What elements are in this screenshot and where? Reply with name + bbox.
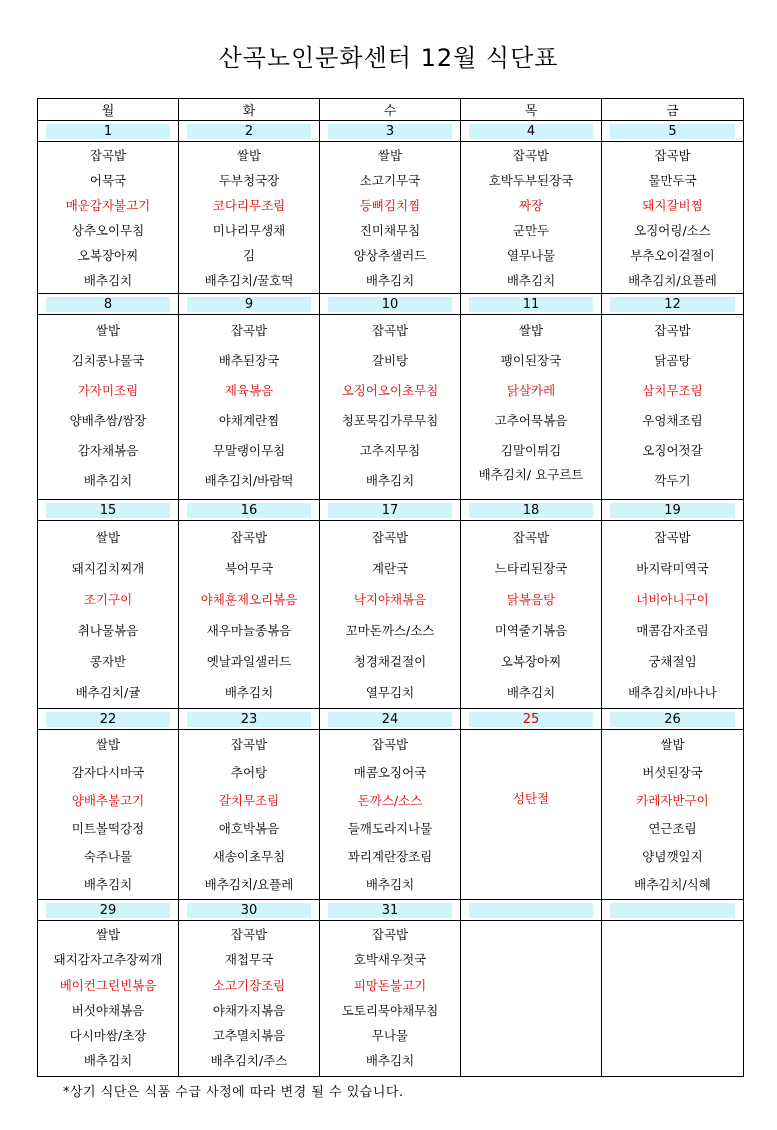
date-label: 5 [610,124,735,139]
menu-item: 배추김치/바람떡 [204,473,294,488]
date-cell [320,500,461,521]
menu-item: 미나리무생채 [212,223,286,238]
day-menu-cell [461,521,602,709]
day-menu-cell [320,142,461,294]
menu-item: 잡곡밥 [371,530,409,545]
menu-item: 배추된장국 [218,353,280,368]
menu-item: 배추김치 [506,685,556,700]
date-cell [38,294,179,315]
menu-item: 쌀밥 [377,148,403,163]
date-cell [461,709,602,730]
main-dish: 돼지갈비찜 [642,198,703,213]
menu-item: 잡곡밥 [230,927,268,942]
date-label: 22 [46,712,170,727]
menu-item: 배추김치/주스 [210,1053,288,1069]
menu-item: 배추김치/꿀호떡 [204,273,294,288]
menu-item: 잡곡밥 [371,323,409,338]
menu-item: 호박새우젓국 [353,952,427,968]
menu-item: 도토리묵야채무침 [341,1002,439,1018]
menu-item: 콩자반 [89,654,127,669]
menu-item: 잡곡밥 [512,148,550,163]
menu-item: 진미채무침 [359,223,421,238]
date-cell [602,294,744,315]
date-label: 31 [328,903,452,918]
menu-item: 상추오이무침 [71,223,145,238]
date-cell [602,500,744,521]
menu-item: 잡곡밥 [512,530,550,545]
date-label: 16 [187,503,311,518]
menu-item: 쌀밥 [95,927,121,942]
menu-row [38,142,744,294]
day-menu-cell [461,142,602,294]
menu-item: 소고기무국 [359,173,421,188]
menu-item: 배추김치/ 요구르트 [478,467,584,482]
main-dish: 등뼈김치찜 [359,198,421,213]
menu-item: 들깨도라지나물 [347,821,433,836]
day-menu-cell [461,921,602,1077]
menu-item: 매콤감자조림 [636,623,709,638]
main-dish: 삼치무조림 [642,383,703,398]
date-label: 1 [46,124,170,139]
date-label: 12 [610,297,735,312]
menu-item: 감자채볶음 [77,443,139,458]
main-dish: 갈치무조림 [218,793,280,808]
main-dish: 짜장 [518,198,544,213]
main-dish: 낙지야채볶음 [353,592,427,607]
date-label: 19 [610,503,735,518]
menu-item: 돼지김치찌개 [71,561,145,576]
menu-item: 양상추샐러드 [353,248,427,263]
menu-item: 호박두부된장국 [488,173,574,188]
menu-row [38,730,744,900]
menu-item: 배추김치/요플레 [204,877,294,892]
menu-item: 잡곡밥 [654,323,691,338]
date-label: 29 [46,903,170,918]
menu-item: 배추김치/바나나 [628,685,717,700]
weekday-header-row [38,99,744,121]
date-label: 4 [469,124,593,139]
menu-item: 열무김치 [365,685,415,700]
menu-item: 잡곡밥 [89,148,127,163]
menu-item: 버섯야채볶음 [71,1002,145,1018]
menu-item: 청경채겉절이 [353,654,427,669]
day-menu-cell [38,730,179,900]
menu-item: 꽈리계란장조림 [347,849,433,864]
menu-item: 오복장아찌 [77,248,139,263]
day-menu-cell [461,315,602,500]
date-cell [179,900,320,921]
day-menu-cell [602,315,744,500]
menu-item: 새송이초무침 [212,849,286,864]
menu-item: 야채계란찜 [218,413,280,428]
date-row [38,294,744,315]
main-dish: 너비아니구이 [636,592,709,607]
date-label: 15 [46,503,170,518]
menu-item: 취나물볶음 [77,623,139,638]
menu-item: 잡곡밥 [230,323,268,338]
meal-plan-table [37,98,744,1077]
menu-item: 배추김치 [506,273,556,288]
menu-item: 어묵국 [89,173,127,188]
menu-item: 고추멸치볶음 [212,1028,286,1044]
menu-item: 청포묵김가루무침 [341,413,439,428]
menu-item: 잡곡밥 [230,737,268,752]
menu-item: 쌀밥 [518,323,544,338]
main-dish: 닭볶음탕 [506,592,556,607]
menu-item: 두부청국장 [218,173,280,188]
page-title: 산곡노인문화센터 12월 식단표 [218,44,559,72]
menu-item: 궁채절임 [648,654,697,669]
main-dish: 닭살카레 [506,383,556,398]
day-menu-cell [179,315,320,500]
date-label: 18 [469,503,593,518]
date-cell [320,121,461,142]
menu-item: 버섯된장국 [642,765,703,780]
menu-item: 깍두기 [654,473,691,488]
weekday-header-tue: 화 [179,99,320,121]
menu-item: 부추오이겉절이 [630,248,715,263]
menu-item: 배추김치/식혜 [634,877,711,892]
menu-item: 잡곡밥 [371,927,409,942]
date-cell [461,121,602,142]
menu-item: 배추김치 [83,473,133,488]
menu-item: 옛날과일샐러드 [206,654,292,669]
menu-item: 무나물 [371,1028,409,1044]
weeks-body [38,121,744,1077]
menu-item: 연근조림 [648,821,697,836]
main-dish: 양배추불고기 [71,793,145,808]
date-label: 2 [187,124,311,139]
day-menu-cell [320,921,461,1077]
day-menu-cell [38,142,179,294]
menu-item: 닭곰탕 [654,353,691,368]
date-cell [38,900,179,921]
date-label: 23 [187,712,311,727]
menu-item: 물만두국 [648,173,697,188]
menu-item: 잡곡밥 [230,530,268,545]
date-label [610,903,735,918]
date-cell [320,709,461,730]
menu-item: 새우마늘종볶음 [206,623,292,638]
day-menu-cell [38,921,179,1077]
main-dish: 야체훈제오리볶음 [200,592,298,607]
menu-item: 추어탕 [230,765,268,780]
menu-item: 다시마쌈/초장 [69,1028,147,1044]
day-menu-cell [179,521,320,709]
menu-item: 양배추쌈/쌈장 [69,413,147,428]
menu-item: 매콤오징어국 [353,765,427,780]
menu-item: 돼지감자고추장찌개 [53,952,163,968]
date-cell [461,900,602,921]
main-dish: 피망돈불고기 [353,977,427,993]
day-menu-cell [602,521,744,709]
menu-item: 배추김치 [83,1053,133,1069]
weekday-header-mon: 월 [38,99,179,121]
menu-item: 배추김치/귤 [75,685,141,700]
menu-item: 잡곡밥 [654,530,691,545]
menu-item: 김치콩나물국 [71,353,145,368]
date-row [38,709,744,730]
menu-item: 감자다시마국 [71,765,145,780]
date-label [469,903,593,918]
menu-item: 미역줄기볶음 [494,623,568,638]
date-cell [602,709,744,730]
date-row [38,500,744,521]
date-cell [38,121,179,142]
date-label: 24 [328,712,452,727]
date-row [38,121,744,142]
menu-item: 재첩무국 [224,952,274,968]
main-dish: 돈까스/소스 [357,793,423,808]
day-menu-cell [320,521,461,709]
menu-item: 오징어링/소스 [634,223,711,238]
menu-item: 바지락미역국 [636,561,709,576]
date-cell [179,709,320,730]
main-dish: 카레자반구이 [636,793,709,808]
menu-row [38,921,744,1077]
menu-item: 야채가지볶음 [212,1002,286,1018]
main-dish: 조기구이 [83,592,133,607]
weekday-header-thu: 목 [461,99,602,121]
date-label: 30 [187,903,311,918]
menu-item: 배추김치 [83,273,133,288]
footnote: *상기 식단은 식품 수급 사정에 따라 변경 될 수 있습니다. [63,1085,404,1100]
day-menu-cell [38,521,179,709]
date-cell [320,900,461,921]
day-menu-cell [320,730,461,900]
date-label: 8 [46,297,170,312]
menu-item: 느타리된장국 [494,561,568,576]
menu-item: 배추김치 [365,877,415,892]
day-menu-cell [602,921,744,1077]
date-cell [38,709,179,730]
menu-item: 잡곡밥 [654,148,691,163]
date-cell [461,500,602,521]
menu-item: 열무나물 [506,248,556,263]
menu-item: 배추김치 [365,273,415,288]
date-label: 11 [469,297,593,312]
menu-row [38,315,744,500]
date-row [38,900,744,921]
menu-item: 잡곡밥 [371,737,409,752]
menu-item: 계란국 [371,561,409,576]
weekday-header-fri: 금 [602,99,744,121]
menu-item: 쌀밥 [95,737,121,752]
date-cell [602,900,744,921]
date-label: 25 [469,712,593,727]
menu-item: 쌀밥 [660,737,685,752]
day-menu-cell [320,315,461,500]
menu-item: 쌀밥 [95,323,121,338]
main-dish: 소고기장조림 [212,977,286,993]
day-menu-cell [179,921,320,1077]
menu-item: 배추김치 [83,877,133,892]
main-dish: 매운감자불고기 [65,198,151,213]
menu-item: 숙주나물 [83,849,133,864]
date-cell [179,294,320,315]
menu-item: 우엉채조림 [642,413,703,428]
date-label: 26 [610,712,735,727]
menu-item: 배추김치/요플레 [628,273,717,288]
main-dish: 가자미조림 [77,383,139,398]
menu-item: 미트볼떡강정 [71,821,145,836]
date-label: 3 [328,124,452,139]
date-cell [38,500,179,521]
menu-item: 김 [242,248,256,263]
main-dish: 코다리무조림 [212,198,286,213]
day-menu-cell [179,730,320,900]
menu-item: 무말랭이무침 [212,443,286,458]
main-dish: 제육볶음 [224,383,274,398]
menu-item: 고추지무침 [359,443,421,458]
date-label: 17 [328,503,452,518]
menu-item: 애호박볶음 [218,821,280,836]
date-cell [461,294,602,315]
day-menu-cell [461,730,602,900]
main-dish: 베이컨그린빈볶음 [59,977,157,993]
menu-item: 고추어묵볶음 [494,413,568,428]
menu-item: 꼬마돈까스/소스 [345,623,435,638]
menu-item: 배추김치 [224,685,274,700]
holiday-label: 성탄절 [512,791,550,806]
menu-item: 갈비탕 [371,353,409,368]
date-cell [179,500,320,521]
menu-item: 양념깻잎지 [642,849,703,864]
date-cell [602,121,744,142]
menu-item: 배추김치 [365,473,415,488]
weekday-header-wed: 수 [320,99,461,121]
day-menu-cell [602,142,744,294]
day-menu-cell [38,315,179,500]
menu-row [38,521,744,709]
menu-item: 군만두 [512,223,550,238]
menu-item: 북어무국 [224,561,274,576]
menu-item: 배추김치 [365,1053,415,1069]
date-label: 9 [187,297,311,312]
main-dish: 오징어오이초무침 [341,383,439,398]
menu-item: 오징어젓갈 [642,443,703,458]
date-cell [320,294,461,315]
menu-item: 김말이튀김 [500,443,562,458]
menu-item: 오복장아찌 [500,654,562,669]
menu-item: 팽이된장국 [500,353,562,368]
day-menu-cell [602,730,744,900]
menu-item: 쌀밥 [95,530,121,545]
day-menu-cell [179,142,320,294]
date-label: 10 [328,297,452,312]
menu-item: 쌀밥 [236,148,262,163]
date-cell [179,121,320,142]
